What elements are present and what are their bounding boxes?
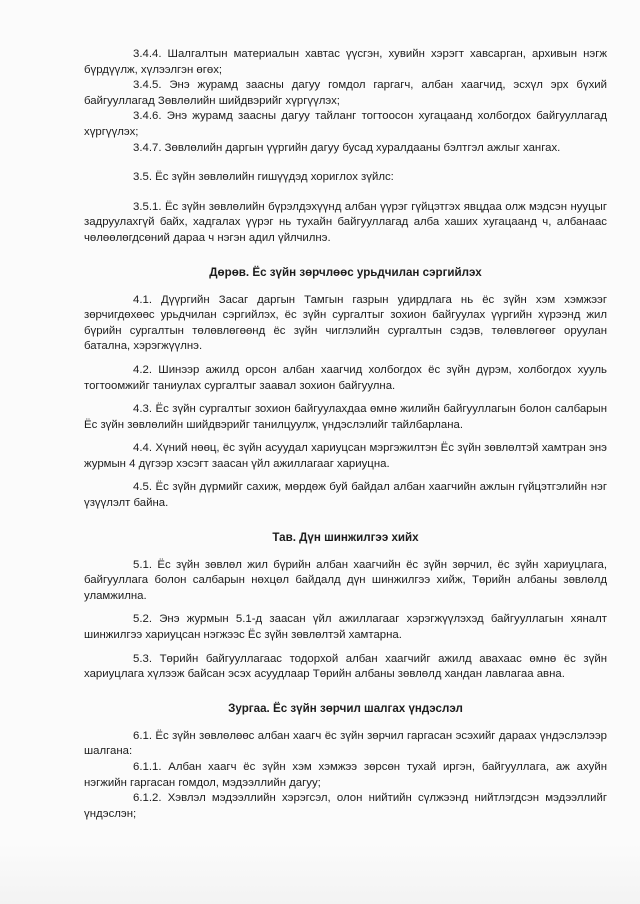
paragraph-6-1-2: 6.1.2. Хэвлэл мэдээллийн хэрэгсэл, олон нийтийн сүлжээнд нийтлэгдсэн мэдээллийг үндэслэн; <box>84 792 607 820</box>
paragraph-3-4-4: 3.4.4. Шалгалтын материалын хавтас үүсгэн, хувийн хэрэгт хавсарган, архивын нэгж бүрдүүлж, хүлээлгэн өгөх; <box>84 48 607 76</box>
paragraph-6-1-1: 6.1.1. Албан хаагч ёс зүйн хэм хэмжээ зөрсөн тухай иргэн, байгууллага, аж ахуйн нэгжийн гаргасан гомдол, мэдээллийн дагуу; <box>84 761 607 789</box>
heading-section-4: Дөрөв. Ёс зүйн зөрчлөөс урьдчилан сэргийлэх <box>209 265 482 279</box>
paragraph-4-2: 4.2. Шинээр ажилд орсон албан хаагчид холбогдох ёс зүйн дүрэм, холбогдох хууль тогтоомжийг таниулах сургалтыг заавал зохион байгуулна. <box>84 363 607 392</box>
paragraph-3-4-6: 3.4.6. Энэ журамд заасны дагуу тайланг тогтоосон хугацаанд холбогдох байгууллагад хүргүүлэх; <box>84 110 607 138</box>
paragraph-6-1: 6.1. Ёс зүйн зөвлөлөөс албан хаагч ёс зүйн зөрчил гаргасан эсэхийг дараах үндэслэлээр шалгана: <box>84 729 607 758</box>
paragraph-4-1: 4.1. Дүүргийн Засаг даргын Тамгын газрын удирдлага нь ёс зүйн хэм хэмжээг зөрчигдөхөөс урьдчилан сэргийлэх, ёс зүйн сургалтыг зохион байгуулах үүргийн хүрээнд жил бүрийн сургалтын төлөвлөгөөнд ёс зүйн чиглэлийн сургалтын сэдэв, төлөвлөгөөг оруулан батална, хэрэгжүүлнэ. <box>84 293 607 353</box>
page-bottom-margin <box>0 844 640 904</box>
paragraph-4-4: 4.4. Хүний нөөц, ёс зүйн асуудал хариуцсан мэргэжилтэн Ёс зүйн зөвлөлтэй хамтран энэ журмын 4 дүгээр хэсэгт заасан үйл ажиллагааг хариуцна. <box>84 442 607 470</box>
paragraph-3-4-5: 3.4.5. Энэ журамд заасны дагуу гомдол гаргагч, албан хаагчид, эсхүл эрх бүхий байгууллагад Зөвлөлийн шийдвэрийг хүргүүлэх; <box>84 79 607 107</box>
paragraph-5-1: 5.1. Ёс зүйн зөвлөл жил бүрийн албан хаагчийн ёс зүйн зөрчил, ёс зүйн хариуцлага, байгууллага болон салбарын нөхцөл байдалд дүн шинжилгээ хийж, Төрийн албаны зөвлөлд уламжилна. <box>84 558 607 602</box>
paragraph-4-5: 4.5. Ёс зүйн дүрмийг сахиж, мөрдөж буй байдал албан хаагчийн ажлын гүйцэтгэлийн нэг үзүүлэлт байна. <box>84 481 607 510</box>
document-body <box>84 47 607 822</box>
heading-section-5: Тав. Дүн шинжилгээ хийх <box>272 530 419 544</box>
heading-section-6: Зургаа. Ёс зүйн зөрчил шалгах үндэслэл <box>228 701 463 715</box>
paragraph-4-3: 4.3. Ёс зүйн сургалтыг зохион байгуулахдаа өмнө жилийн байгууллагын болон салбарын Ёс зүйн зөвлөлийн шийдвэрийг танилцуулж, үндэслэлийг тайлбарлана. <box>84 403 607 431</box>
paragraph-3-5-1: 3.5.1. Ёс зүйн зөвлөлийн бүрэлдэхүүнд албан үүрэг гүйцэтгэх явцдаа олж мэдсэн нууцыг задруулахгүй байх, хадгалах үүрэг нь тухайн байгууллагад алба хаших хугацаанд ч, албанаас чөлөөлөгдсөний дараа ч нэгэн адил үйлчилнэ. <box>84 200 607 244</box>
paragraph-5-3: 5.3. Төрийн байгууллагаас тодорхой албан хаагчийг ажилд авахаас өмнө ёс зүйн хариуцлага хүлээж байсан эсэх асуудлаар Төрийн албаны зөвлөлд хандан лавлагаа авна. <box>84 652 607 681</box>
paragraph-3-5: 3.5. Ёс зүйн зөвлөлийн гишүүдэд хориглох зүйлс: <box>133 171 394 184</box>
paragraph-3-4-7: 3.4.7. Зөвлөлийн даргын үүргийн дагуу бусад хуралдааны бэлтгэл ажлыг хангах. <box>133 141 561 154</box>
paragraph-5-2: 5.2. Энэ журмын 5.1-д заасан үйл ажиллагааг хэрэгжүүлэхэд байгууллагын хяналт шинжилгээ хариуцсан нэгжээс Ёс зүйн зөвлөлтэй хамтарна. <box>84 613 607 642</box>
